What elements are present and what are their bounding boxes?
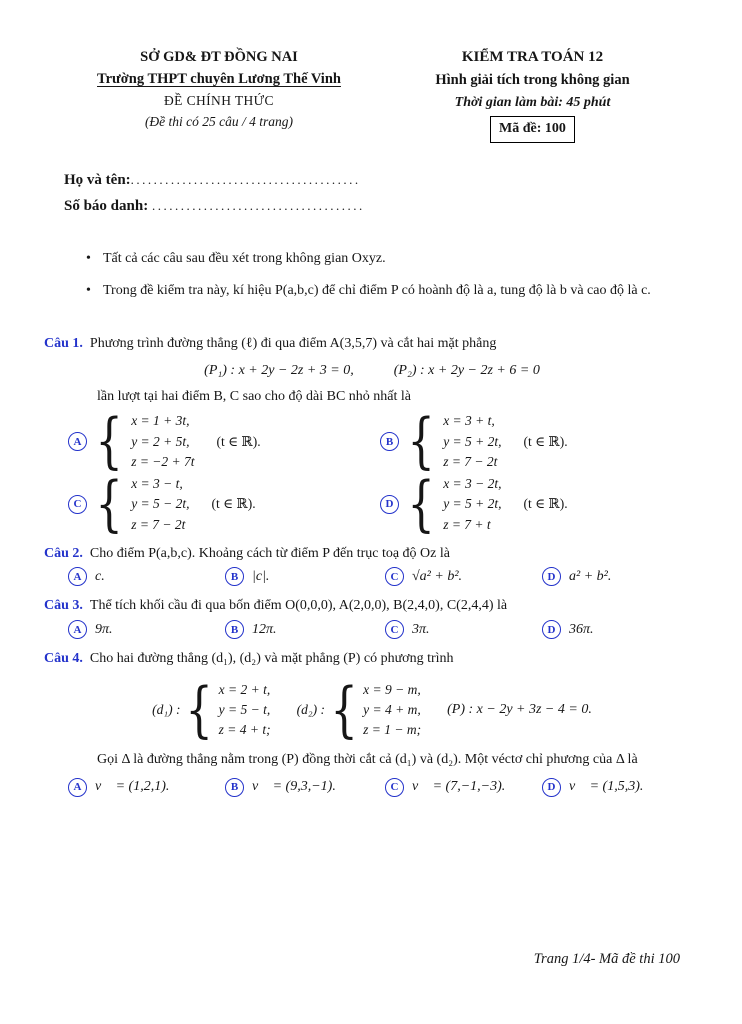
equation-line: z = 7 − 2t [443,453,498,469]
equation-system [443,474,501,535]
option-text: c. [95,568,105,584]
official-exam-label: ĐỀ CHÍNH THỨC [164,92,274,108]
option-letter-badge: B [225,778,244,797]
option-text: 3π. [412,621,430,637]
answer-option-a [68,620,225,639]
equation-line: z = 7 + t [443,516,491,532]
option-text: v⃗ = (7,−1,−3). [412,779,506,795]
equation-system [131,474,189,535]
equation-system [443,411,501,472]
student-name-line [64,167,680,193]
equations-block [64,674,680,745]
question-text: Cho hai đường thẳng (d₁), (d₂) và mặt phẳng (P) có phương trình [89,651,454,667]
equation-line: z = −2 + 7t [131,453,195,469]
answer-options-grid [64,406,680,539]
option-text: √a² + b². [412,568,463,584]
equation-system [131,411,194,472]
note-item [86,248,663,269]
equation-line: y = 5 − 2t, [131,496,190,512]
answer-option-a [68,778,225,797]
left-brace: { [407,406,435,477]
option-letter-badge: A [68,620,87,639]
equation-line: x = 2 + t, [218,681,271,697]
exam-code-badge: Mã đề: 100 [490,116,575,143]
answer-option-b [225,567,385,586]
department-name: SỞ GD& ĐT ĐỒNG NAI [140,49,298,65]
exam-duration: Thời gian làm bài: 45 phút [454,94,611,110]
option-letter-badge: D [542,778,561,797]
option-letter-badge: D [542,620,561,639]
line-d2-label: (d₂) : [296,702,325,718]
equation-line: x = 3 − 2t, [443,476,502,492]
option-letter-badge: B [380,432,399,451]
note-item [86,280,663,301]
equation-line: x = 3 − t, [131,476,183,492]
option-text: |c|. [252,568,270,584]
question-1 [44,333,680,539]
left-brace: { [330,674,358,745]
equation-line: x = 1 + 3t, [131,413,190,429]
question-text: Cho điểm P(a,b,c). Khoảng cách từ điểm P đến trục toạ độ Oz là [89,545,450,561]
question-text: Phương trình đường thẳng (ℓ) đi qua điểm A(3,5,7) và cắt hai mặt phẳng [89,335,497,351]
equation-line: z = 1 − m; [363,722,422,738]
general-notes-list [86,248,680,301]
answer-options-row [64,567,680,586]
equation-line: y = 4 + m, [363,702,421,718]
option-letter-badge: A [68,567,87,586]
equation-system [363,680,421,741]
plane-equation: (P) : x − 2y + 3z − 4 = 0. [447,702,592,718]
equation-line: y = 5 − t, [218,702,271,718]
parameter-domain: (t ∈ ℝ). [211,496,256,512]
plane-equation-2: (P₂) : x + 2y − 2z + 6 = 0 [393,363,540,379]
option-letter-badge: A [68,432,87,451]
option-text: 12π. [252,621,277,637]
question-number: Câu 2. [44,545,83,561]
line-d1-label: (d₁) : [152,702,181,718]
plane-equations-line [64,363,680,379]
question-number: Câu 3. [44,598,83,614]
option-text: 36π. [569,621,594,637]
equation-line: y = 5 + 2t, [443,433,502,449]
left-brace: { [95,406,123,477]
parameter-domain: (t ∈ ℝ). [523,433,568,449]
answer-option-d [542,778,680,797]
exam-subtitle: Hình giải tích trong không gian [435,72,630,89]
answer-option-a [68,406,380,477]
option-letter-badge: B [225,620,244,639]
exam-title: KIỂM TRA TOÁN 12 [461,49,604,65]
answer-options-row [64,778,680,797]
answer-option-d [380,468,680,539]
answer-option-d [542,620,680,639]
question-text-continued: lần lượt tại hai điểm B, C sao cho độ dài BC nhỏ nhất là [97,389,412,405]
option-text: 9π. [95,621,113,637]
question-stem [44,333,680,355]
equation-system [219,680,271,741]
school-name: Trường THPT chuyên Lương Thế Vinh [97,71,341,88]
student-name-dotted-line: ........................................ [130,172,361,188]
answer-option-c [385,567,542,586]
question-text: Thể tích khối cầu đi qua bốn điểm O(0,0,0), A(2,0,0), B(2,4,0), C(2,4,4) là [89,598,508,614]
student-id-label: Số báo danh: [64,198,149,215]
plane-equation-1: (P₁) : x + 2y − 2z + 3 = 0, [204,363,354,379]
option-letter-badge: C [68,495,87,514]
header-left-block [64,46,374,143]
answer-option-b [225,778,385,797]
question-4 [44,648,680,796]
option-text: v⃗ = (1,5,3). [569,779,644,795]
note-text: Tất cả các câu sau đều xét trong không gian Oxyz. [103,250,386,266]
student-id-line [64,193,680,219]
question-3 [44,595,680,639]
equation-line: x = 3 + t, [443,413,495,429]
student-id-dotted-line: ..................................... [151,198,365,214]
answer-option-c [385,620,542,639]
equation-line: y = 2 + 5t, [131,433,190,449]
answer-option-b [225,620,385,639]
answer-option-a [68,567,225,586]
parameter-domain: (t ∈ ℝ). [216,433,261,449]
option-letter-badge: A [68,778,87,797]
question-stem [44,595,680,617]
line-d2-system [296,674,422,745]
option-letter-badge: B [225,567,244,586]
question-text-continued: Gọi Δ là đường thẳng nằm trong (P) đồng thời cắt cả (d₁) và (d₂). Một véctơ chỉ phương của Δ là [97,751,638,767]
left-brace: { [95,468,123,539]
equation-line: x = 9 − m, [363,681,421,697]
option-letter-badge: C [385,620,404,639]
answer-option-d [542,567,680,586]
student-name-label: Họ và tên: [64,172,131,189]
exam-code-wrap [385,116,680,143]
left-brace: { [407,468,435,539]
parameter-domain: (t ∈ ℝ). [523,496,568,512]
answer-options-row [64,620,680,639]
answer-option-c [68,468,380,539]
equation-line: z = 4 + t; [218,722,271,738]
note-text: Trong đề kiểm tra này, kí hiệu P(a,b,c) để chỉ điểm P có hoành độ là a, tung độ là b và cao độ là c. [103,282,651,298]
option-letter-badge: C [385,567,404,586]
option-text: v⃗ = (9,3,−1). [252,779,336,795]
answer-option-c [385,778,542,797]
option-text: a² + b². [569,568,612,584]
student-info-section [64,167,680,220]
question-number: Câu 4. [44,651,83,667]
question-stem [44,543,680,565]
option-text: v⃗ = (1,2,1). [95,779,170,795]
left-brace: { [185,674,214,745]
option-letter-badge: D [542,567,561,586]
line-d1-system [152,674,271,745]
question-number: Câu 1. [44,335,83,351]
header-right-block [385,46,680,143]
document-header [64,46,680,143]
equation-line: z = 7 − 2t [131,516,186,532]
question-2 [44,543,680,587]
page-footer: Trang 1/4- Mã đề thi 100 [533,951,680,967]
question-stem [44,648,680,670]
option-letter-badge: C [385,778,404,797]
exam-pages-note: (Đề thi có 25 câu / 4 trang) [144,113,294,129]
equation-line: y = 5 + 2t, [443,496,502,512]
answer-option-b [380,406,680,477]
option-letter-badge: D [380,495,399,514]
